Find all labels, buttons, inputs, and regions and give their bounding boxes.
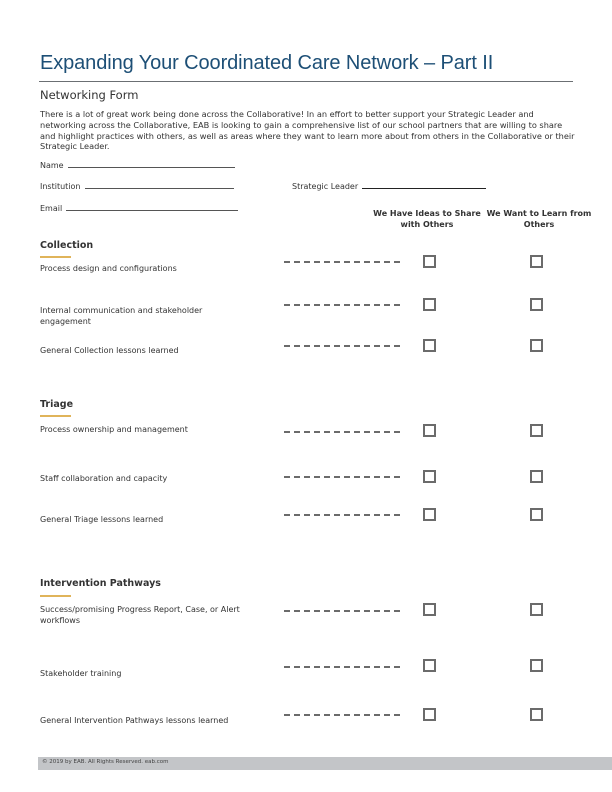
list-item: General Triage lessons learned <box>40 515 164 524</box>
email-input-line[interactable] <box>66 209 238 211</box>
list-item: Internal communication and stakeholder engagement <box>40 306 203 326</box>
share-checkbox[interactable] <box>423 508 436 521</box>
column-header-learn: We Want to Learn from Others <box>486 209 592 229</box>
share-checkbox[interactable] <box>423 659 436 672</box>
response-line[interactable] <box>284 304 400 306</box>
learn-checkbox[interactable] <box>530 470 543 483</box>
learn-checkbox[interactable] <box>530 298 543 311</box>
response-line[interactable] <box>284 714 400 716</box>
response-line[interactable] <box>284 431 400 433</box>
learn-checkbox[interactable] <box>530 603 543 616</box>
share-checkbox[interactable] <box>423 339 436 352</box>
institution-input-line[interactable] <box>85 187 234 189</box>
email-field[interactable] <box>40 204 238 213</box>
list-item: General Intervention Pathways lessons learned <box>40 716 229 725</box>
strategic-leader-input-line[interactable] <box>362 187 486 189</box>
list-item: Staff collaboration and capacity <box>40 474 168 483</box>
name-input-line[interactable] <box>68 166 235 168</box>
column-header-share: We Have Ideas to Share with Others <box>373 209 481 229</box>
institution-field[interactable] <box>40 182 234 191</box>
title-divider <box>39 81 573 82</box>
response-line[interactable] <box>284 666 400 668</box>
response-line[interactable] <box>284 610 400 612</box>
page-title: Expanding Your Coordinated Care Network – Part II <box>40 52 494 74</box>
footer-bar <box>38 757 612 770</box>
strategic-leader-field[interactable] <box>292 182 486 191</box>
list-item: Process ownership and management <box>40 425 188 434</box>
institution-label: Institution <box>40 182 81 191</box>
response-line[interactable] <box>284 261 400 263</box>
copyright-text: © 2019 by EAB. All Rights Reserved. eab.com <box>42 759 169 765</box>
section-accent-rule <box>40 595 71 597</box>
response-line[interactable] <box>284 476 400 478</box>
list-item: General Collection lessons learned <box>40 346 179 355</box>
learn-checkbox[interactable] <box>530 255 543 268</box>
share-checkbox[interactable] <box>423 298 436 311</box>
share-checkbox[interactable] <box>423 708 436 721</box>
learn-checkbox[interactable] <box>530 424 543 437</box>
share-checkbox[interactable] <box>423 470 436 483</box>
response-line[interactable] <box>284 345 400 347</box>
section-accent-rule <box>40 256 71 258</box>
learn-checkbox[interactable] <box>530 339 543 352</box>
learn-checkbox[interactable] <box>530 708 543 721</box>
intro-paragraph: There is a lot of great work being done across the Collaborative! In an effort to better support your Strategic Leader and networking across the Collaborative, EAB is looking to gain a comprehensive list of our school partners that are willing to share and highlight practices with others, as well as areas where they want to learn more about from others in the Collaborative or their Strategic Leader. <box>40 109 575 152</box>
section-title-triage: Triage <box>40 399 74 410</box>
section-accent-rule <box>40 415 71 417</box>
form-subtitle: Networking Form <box>40 88 139 102</box>
list-item: Stakeholder training <box>40 669 122 678</box>
list-item: Process design and configurations <box>40 264 177 273</box>
section-title-intervention-pathways: Intervention Pathways <box>40 578 161 589</box>
list-item: Success/promising Progress Report, Case, or Alert workflows <box>40 605 240 625</box>
share-checkbox[interactable] <box>423 424 436 437</box>
learn-checkbox[interactable] <box>530 508 543 521</box>
share-checkbox[interactable] <box>423 255 436 268</box>
section-title-collection: Collection <box>40 240 94 251</box>
name-field[interactable] <box>40 161 235 170</box>
strategic-leader-label: Strategic Leader <box>292 182 359 191</box>
share-checkbox[interactable] <box>423 603 436 616</box>
name-label: Name <box>40 161 64 170</box>
response-line[interactable] <box>284 514 400 516</box>
learn-checkbox[interactable] <box>530 659 543 672</box>
email-label: Email <box>40 204 63 213</box>
